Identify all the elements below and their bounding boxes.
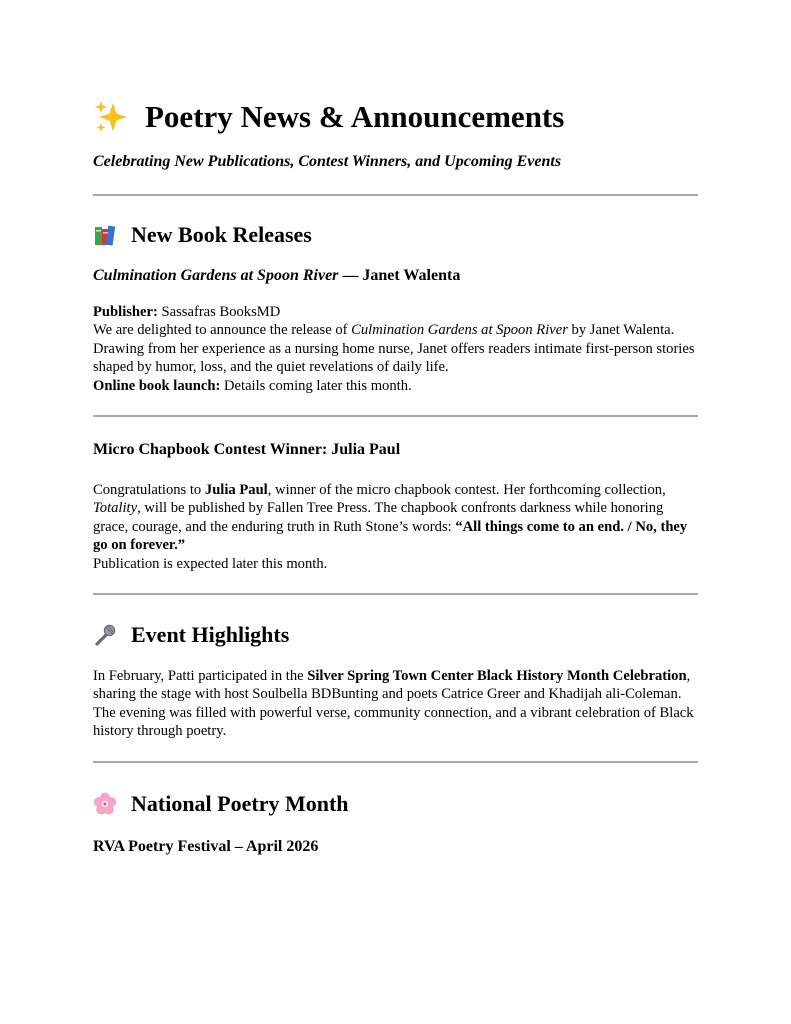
divider (93, 593, 698, 595)
book-separator: — (338, 267, 363, 284)
section-heading-text: Event Highlights (131, 622, 290, 648)
launch-line (93, 377, 698, 395)
chapbook-paragraph (93, 481, 698, 555)
event-name: Silver Spring Town Center Black History Month Celebration (307, 668, 687, 685)
book-heading (93, 266, 698, 286)
book-author: Janet Walenta (362, 267, 461, 284)
event-text-1: In February, Patti participated in the (93, 668, 308, 685)
page-title-text: Poetry News & Announcements (145, 99, 565, 134)
event-summary: The evening was filled with powerful verse, community connection, and a vibrant celebration of Black history through poetry. (93, 704, 694, 740)
divider (93, 415, 698, 417)
book-details (93, 303, 698, 395)
publication-note: Publication is expected later this month. (93, 555, 328, 572)
ruth-stone-quote: “All things come to an end. / No, they go on forever.” (93, 518, 688, 554)
microphone-icon (93, 623, 117, 647)
section-heading-text: New Book Releases (131, 222, 312, 247)
festival-heading: RVA Poetry Festival – April 2026 (93, 837, 319, 855)
publisher-line (93, 303, 698, 321)
cherry-blossom-icon (93, 792, 117, 816)
book-desc-title: Culmination Gardens at Spoon River (351, 322, 568, 339)
event-text-2: , sharing the stage with host Soulbella BDBunting and poets Catrice Greer and Khadijah ali-Coleman. (93, 668, 691, 703)
section-heading-text: National Poetry Month (131, 790, 349, 816)
sparkles-icon (93, 99, 129, 135)
chapbook-text-1: Congratulations to (93, 482, 205, 499)
event-details (93, 667, 698, 741)
page-title (93, 98, 698, 136)
newsletter-page (93, 98, 698, 857)
section-heading-events (93, 622, 698, 648)
launch-label: Online book launch: (93, 377, 221, 394)
book-description (93, 321, 698, 376)
book-desc-post: by Janet Walenta. Drawing from her experience as a nursing home nurse, Janet offers readers intimate first-person stories shaped by humor, loss, and the quiet revelations of daily life. (93, 322, 695, 376)
book-title: Culmination Gardens at Spoon River (93, 267, 339, 284)
launch-value: Details coming later this month. (220, 377, 412, 394)
section-heading-poetry-month (93, 791, 698, 817)
event-paragraph (93, 667, 698, 704)
books-icon (93, 223, 117, 247)
winner-name: Julia Paul (204, 482, 268, 499)
publisher-value: Sassafras BooksMD (157, 304, 281, 320)
page-subtitle: Celebrating New Publications, Contest Winners, and Upcoming Events (93, 153, 562, 170)
divider (93, 194, 698, 196)
chapbook-text-2: , winner of the micro chapbook contest. Her forthcoming collection, (267, 482, 666, 499)
section-heading-new-books (93, 222, 698, 248)
publisher-label: Publisher: (93, 304, 158, 320)
chapbook-text-3: , will be published by Fallen Tree Press. The chapbook confronts darkness while honoring grace, courage, and the enduring truth in Ruth Stone’s words: (93, 500, 664, 535)
divider (93, 761, 698, 763)
chapbook-details (93, 481, 698, 573)
collection-title: Totality (93, 500, 138, 517)
chapbook-heading: Micro Chapbook Contest Winner: Julia Paul (93, 441, 401, 459)
book-desc-pre: We are delighted to announce the release of (93, 322, 352, 339)
